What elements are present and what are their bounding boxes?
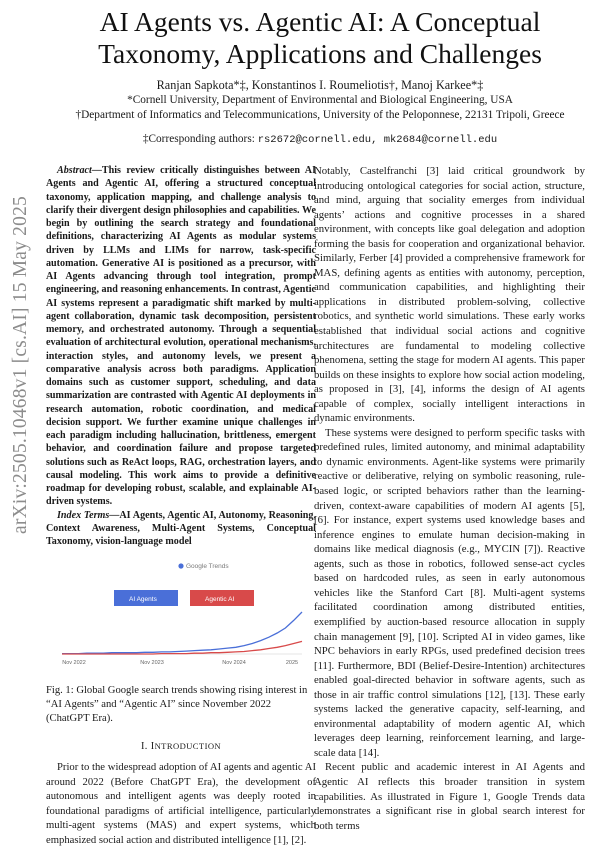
legend-label-agentic-ai: Agentic AI xyxy=(205,596,235,604)
section-number: I. xyxy=(140,741,148,753)
x-tick-label: 2025 xyxy=(285,660,299,667)
intro-paragraph: Prior to the widespread adoption of AI agents and agentic AI around 2022 (Before ChatGPT Era), the development of autonomous and intelligent agents was deeply rooted in foundational paradigms of artificial intelligence, particularly multi-agent systems (MAS) and expert systems, which emphasized social action and distributed intelligence [1], [2]. xyxy=(46,762,316,847)
x-tick-label: Nov 2022 xyxy=(62,660,86,667)
abstract-label: Abstract xyxy=(57,165,92,176)
section-title-initial: I xyxy=(150,741,155,753)
body-paragraph-3: Recent public and academic interest in AI Agents and Agentic AI reflects this broader transition in system capabilities. As illustrated in Figure 1, Google Trends data demonstrates a significant rise in global search interest for both terms xyxy=(314,761,585,832)
x-tick-label: Nov 2023 xyxy=(140,660,164,667)
author-list: Ranjan Sapkota*‡, Konstantinos I. Roumeliotis†, Manoj Karkee*‡ xyxy=(156,78,484,92)
index-terms-text: —AI Agents, Agentic AI, Autonomy, Reasoning, Context Awareness, Multi-Agent Systems, Conceptual Taxonomy, vision-language model xyxy=(46,509,316,547)
affiliation-cornell: *Cornell University, Department of Environmental and Biological Engineering, USA xyxy=(127,94,513,106)
arxiv-id-text: arXiv:2505.10468v1 [cs.AI] 15 May 2025 xyxy=(10,196,31,534)
index-terms xyxy=(46,509,316,549)
paper-title-line-1: AI Agents vs. Agentic AI: A Conceptual xyxy=(99,6,541,37)
right-column xyxy=(314,164,585,833)
figure-brand-label: Google Trends xyxy=(186,563,229,571)
x-tick-label: Nov 2024 xyxy=(222,660,246,667)
section-title-rest: NTRODUCTION xyxy=(154,741,222,752)
paper-title-line-2: Taxonomy, Applications and Challenges xyxy=(98,38,542,69)
corresponding-authors xyxy=(40,132,600,147)
google-trends-figure xyxy=(52,556,310,674)
abstract-text: —This review critically distinguishes between AI Agents and Agentic AI, offering a structured conceptual taxonomy, application mapping, and challenge analysis to clarify their divergent design philosophies and capabilities. We begin by outlining the search strategy and foundational definitions, characterizing AI Agents as modular systems driven by LLMs and LIMs for narrow, task-specific automation. Generative AI is positioned as a precursor, with AI Agents advancing through tool integration, prompt engineering, and reasoning enhancements. In contrast, Agentic AI systems represent a paradigmatic shift marked by multi-agent collaboration, dynamic task decomposition, persistent memory, and orchestrated autonomy. Through a sequential evaluation of architectural evolution, operational mechanisms, interaction styles, and autonomy levels, we present a comparative analysis across both paradigms. Application domains such as customer support, scheduling, and data summarization are contrasted with Agentic AI deployments in research automation, robotic coordination, and medical decision support. We further examine unique challenges in each paradigm including hallucination, brittleness, emergent behavior, and coordination failure and propose targeted solutions such as ReAct loops, RAG, orchestration layers, and causal modeling. This work aims to provide a definitive roadmap for developing robust, scalable, and explainable AI-driven systems. xyxy=(46,165,316,508)
legend-label-ai-agents: AI Agents xyxy=(129,596,157,604)
left-column xyxy=(46,164,316,849)
corresponding-emails: rs2672@cornell.edu, mk2684@cornell.edu xyxy=(257,134,498,146)
corresponding-label: ‡Corresponding authors: xyxy=(142,133,258,145)
paper-header xyxy=(40,6,600,147)
index-terms-label: Index Terms xyxy=(57,509,110,521)
figure-caption: Fig. 1: Global Google search trends showing rising interest in “AI Agents” and “Agentic AI” since November 2022 (ChatGPT Era). xyxy=(46,684,308,725)
body-paragraph-2: These systems were designed to perform specific tasks with predefined rules, limited autonomy, and minimal adaptability to dynamic environments. Agent-like systems were primarily reactive or deliberative, relying on symbolic reasoning, rule-based logic, or scripted behaviors rather than the learning-driven, context-aware capabilities of modern AI agents [5], [6]. For instance, expert systems used knowledge bases and inference engines to emulate human decision-making in domains like medical diagnosis (e.g., MYCIN [7]). Reactive agents, such as those in robotics, followed sense-act cycles based on hardcoded rules, as seen in early autonomous vehicles like the Stanford Cart [8]. Multi-agent systems facilitated coordination among distributed entities, exemplified by auction-based resource allocation in supply chain management [9], [10]. Scripted AI in video games, like NPC behaviors in early RPGs, used predefined decision trees [11]. Furthermore, BDI (Belief-Desire-Intention) architectures enabled goal-directed behavior in software agents, such as those in air traffic control simulations [12], [13]. These early systems lacked the generative capacity, self-learning, and environmental adaptability of modern agentic AI, which leverages deep learning, reinforcement learning, and large-scale data [14]. xyxy=(314,426,585,759)
figure-background xyxy=(52,556,310,674)
section-heading-introduction xyxy=(46,739,316,755)
affiliation-peloponnese: †Department of Informatics and Telecommunications, University of the Peloponnese, 22131 Tripoli, Greece xyxy=(75,108,565,121)
google-trends-logo-icon xyxy=(178,564,183,569)
arxiv-identifier xyxy=(8,165,34,565)
body-paragraph-1: Notably, Castelfranchi [3] laid critical groundwork by introducing ontological categories for social action, structure, and mind, arguing that sociality emerges from individual agents’ actions and cognitive processes in a shared environment, with concepts like goal delegation and adoption forming the basis for cooperation and organizational behavior. Similarly, Ferber [4] provided a comprehensive framework for MAS, defining agents as entities with autonomy, perception, and communication capabilities, and highlighting their applications in distributed problem-solving, collective robotics, and synthetic world simulations. These early works established that individual social actions and cognitive architectures are fundamental to modeling collective phenomena, setting the stage for modern AI agents. This paper builds on these insights to explore how social action modeling, as proposed in [3], [4], informs the design of AI agents capable of complex, socially intelligent interactions in dynamic environments. xyxy=(314,165,585,425)
abstract xyxy=(46,164,316,509)
